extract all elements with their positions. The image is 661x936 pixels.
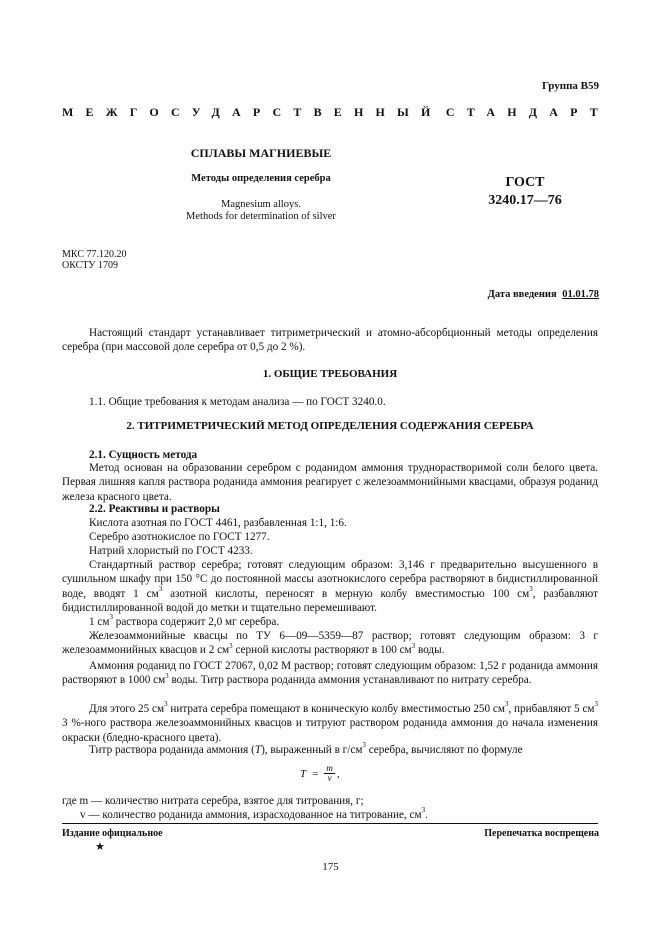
text-run: . — [425, 809, 428, 821]
formula-equals: = — [312, 767, 319, 780]
footer-rule — [62, 823, 598, 824]
where-v — [62, 808, 598, 822]
banner-right: СТАНДАРТ — [445, 105, 610, 119]
superscript: 3 — [411, 641, 416, 650]
titer-formula — [300, 764, 340, 783]
superscript: 3 — [165, 671, 169, 680]
superscript: 3 — [504, 700, 509, 709]
english-title-2: Methods for determination of silver — [186, 211, 336, 222]
section-1-heading: 1. ОБЩИЕ ТРЕБОВАНИЯ — [262, 368, 398, 380]
standard-solution-paragraph — [62, 558, 598, 615]
superscript: 3 — [158, 584, 163, 593]
text-run: Для этого 25 см — [89, 703, 165, 715]
reagent-2: Серебро азотнокислое по ГОСТ 1277. — [89, 531, 270, 543]
page-number: 175 — [322, 861, 339, 873]
superscript: 3 — [229, 641, 233, 650]
superscript: 3 — [421, 806, 426, 815]
titer-paragraph — [62, 743, 598, 757]
superscript: 3 — [109, 613, 113, 622]
group-label: Группа В59 — [541, 80, 599, 92]
text-run: Стандартный раствор серебра; готовят следующим образом: 3,146 г предварительно высушенного в сушильном шкафу при 150 °С до постоянной массы азотнокислого серебра растворяют в бидистиллированной воде, вводят 1 см — [62, 559, 598, 600]
text-run: Титр раствора роданида аммония ( — [89, 744, 255, 756]
text-run: v — количество роданида аммония, израсходованное на титрование, см — [80, 809, 422, 821]
intro-date-value: 01.01.78 — [562, 289, 599, 300]
intro-date — [488, 289, 599, 300]
iron-alum-paragraph — [62, 629, 598, 658]
footer-reprint-notice: Перепечатка воспрещена — [484, 828, 599, 839]
reagent-3: Натрий хлористый по ГОСТ 4233. — [89, 545, 253, 557]
ammonium-thiocyanate-paragraph — [62, 659, 598, 688]
text-run: серной кислоты растворяют в 100 см — [235, 644, 412, 657]
superscript: 3 — [164, 700, 168, 709]
clause-2-2-heading: 2.2. Реактивы и растворы — [89, 503, 220, 515]
text-run: ), выраженный в г/см — [261, 744, 363, 756]
formula-numerator: m — [326, 763, 333, 773]
star-icon: ★ — [95, 841, 105, 853]
section-2-heading: 2. ТИТРИМЕТРИЧЕСКИЙ МЕТОД ОПРЕДЕЛЕНИЯ СОДЕРЖАНИЯ СЕРЕБРА — [126, 420, 534, 432]
text-run: воды. — [417, 644, 445, 657]
clause-2-1-heading: 2.1. Сущность метода — [89, 449, 198, 461]
text-run: Аммония роданид по ГОСТ 27067, 0,02 М раствор; готовят следующим образом: 1,52 г роданида аммония растворяют в 1000 см — [62, 660, 598, 687]
footer-official-edition: Издание официальное — [62, 828, 163, 839]
text-run: , прибавляют 5 см — [508, 703, 595, 715]
formula-lhs: T — [300, 767, 307, 780]
text-run: воды. Титр раствора роданида аммония устанавливают по нитрату серебра. — [171, 674, 532, 687]
variable-T: T — [254, 744, 262, 756]
text-run: раствора содержит 2,0 мг серебра. — [115, 616, 280, 628]
concentration-line — [62, 615, 598, 629]
gost-label: ГОСТ — [505, 175, 545, 190]
text-run: нитрата серебра помещают в коническую колбу вместимостью 250 см — [170, 703, 505, 715]
banner-left: МЕЖГОСУДАРСТВЕННЫЙ — [62, 105, 443, 119]
procedure-paragraph — [62, 702, 598, 745]
text-run: Железоаммонийные квасцы по ТУ 6—09—5359—87 раствор; готовят следующим образом: 3 г железоаммонийных квасцов и 2 см — [62, 630, 598, 657]
text-run: , разбавляют бидистиллированной водой до метки и тщательно перемешивают. — [62, 587, 599, 614]
superscript: 3 — [529, 584, 533, 593]
intro-date-label: Дата введения — [487, 289, 557, 300]
document-subtitle: Методы определения серебра — [191, 173, 331, 184]
formula-tail: , — [336, 767, 340, 780]
superscript: 3 — [594, 700, 598, 709]
clause-1-1: 1.1. Общие требования к методам анализа — по ГОСТ 3240.0. — [89, 396, 386, 408]
gost-number: 3240.17—76 — [488, 193, 562, 208]
clause-2-1-text: Метод основан на образовании серебром с роданидом аммония труднорастворимой соли белого цвета. Первая лишняя капля раствора роданида аммония реагирует с железоаммонийными квасцами, образуя роданид железа красного цвета. — [62, 462, 598, 503]
where-m: где m — количество нитрата серебра, взятое для титрования, г; — [62, 795, 364, 807]
okstu-code: ОКСТУ 1709 — [62, 260, 119, 271]
text-run: серебра, вычисляют по формуле — [368, 744, 523, 756]
banner — [62, 105, 610, 120]
text-run: 1 см — [89, 616, 110, 628]
text-run: азотной кислоты, переносят в мерную колбу вместимостью 100 см — [170, 587, 530, 600]
formula-denominator: v — [327, 773, 332, 783]
mks-code: МКС 77.120.20 — [62, 249, 127, 260]
text-run: 3 %-ного раствора железоаммонийных квасцов и титруют раствором роданида аммония до начала изменения окраски (бледно-красного цвета). — [62, 717, 598, 744]
document-title: СПЛАВЫ МАГНИЕВЫЕ — [190, 146, 332, 160]
formula-fraction — [324, 764, 335, 783]
intro-paragraph: Настоящий стандарт устанавливает титриметрический и атомно-абсорбционный методы определения серебра (при массовой доле серебра от 0,5 до 2 %). — [62, 327, 598, 354]
reagent-1: Кислота азотная по ГОСТ 4461, разбавленная 1:1, 1:6. — [89, 517, 347, 529]
english-title-1: Magnesium alloys. — [221, 199, 301, 210]
superscript: 3 — [362, 741, 366, 750]
